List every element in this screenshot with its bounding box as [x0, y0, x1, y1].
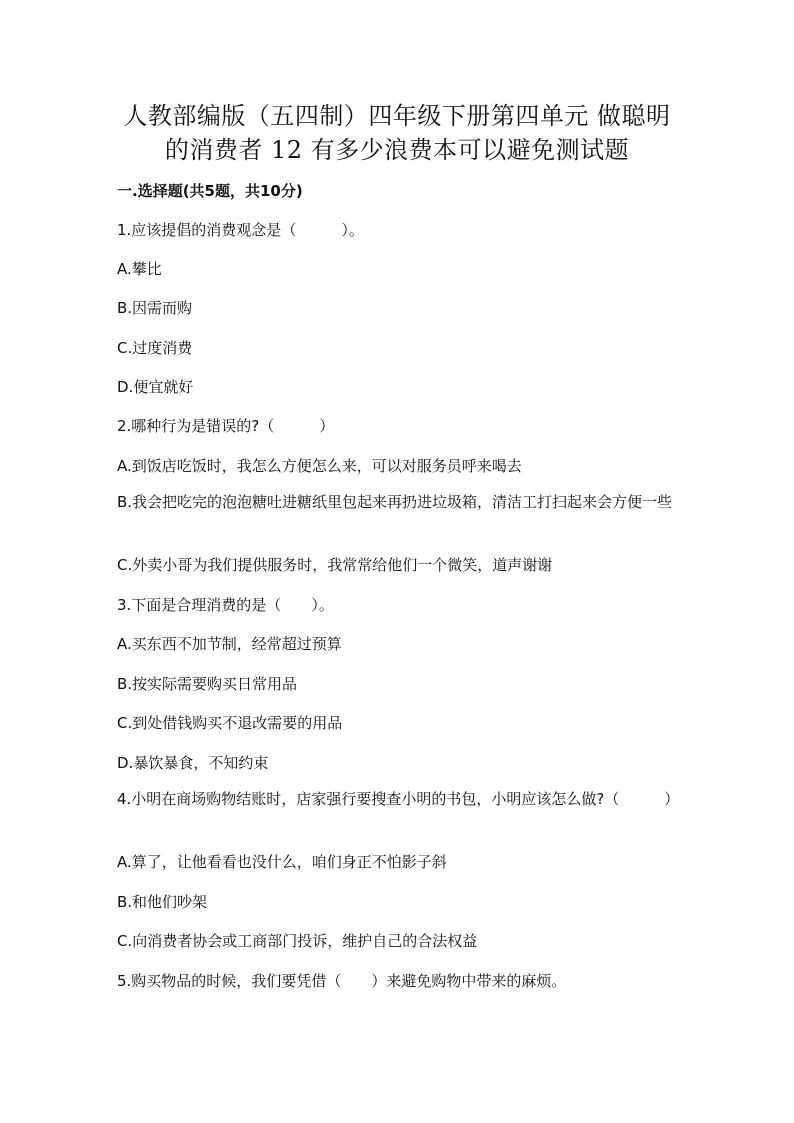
document-title-line-1: 人教部编版（五四制）四年级下册第四单元 做聪明: [123, 102, 671, 130]
question-3-stem: 3.下面是合理消费的是（ ）。: [117, 596, 334, 614]
question-1-option-c: C.过度消费: [117, 339, 193, 357]
question-3-option-c: C.到处借钱购买不退改需要的用品: [117, 714, 343, 732]
question-3-option-a: A.买东西不加节制，经常超过预算: [117, 635, 342, 653]
question-4-option-c: C.向消费者协会或工商部门投诉，维护自己的合法权益: [117, 932, 478, 950]
question-3-option-d: D.暴饮暴食，不知约束: [117, 754, 269, 772]
question-5-stem: 5.购买物品的时候，我们要凭借（ ）来避免购物中带来的麻烦。: [117, 972, 567, 990]
question-4-option-a: A.算了，让他看看也没什么，咱们身正不怕影子斜: [117, 853, 447, 871]
question-3-option-b: B.按实际需要购买日常用品: [117, 675, 298, 693]
question-2-stem: 2.哪种行为是错误的?（ ）: [117, 417, 335, 435]
question-2-option-a: A.到饭店吃饭时，我怎么方便怎么来，可以对服务员呼来喝去: [117, 457, 522, 475]
question-1-option-d: D.便宜就好: [117, 378, 194, 396]
document-title-line-2: 的消费者 12 有多少浪费本可以避免测试题: [164, 136, 630, 164]
question-4-stem: 4.小明在商场购物结账时，店家强行要搜查小明的书包，小明应该怎么做?（ ）: [117, 790, 680, 808]
section-heading: 一.选择题(共5题，共10分): [117, 182, 303, 200]
question-4-option-b: B.和他们吵架: [117, 893, 208, 911]
question-2-option-c: C.外卖小哥为我们提供服务时，我常常给他们一个微笑，道声谢谢: [117, 556, 553, 574]
question-2-option-b: B.我会把吃完的泡泡糖吐进糖纸里包起来再扔进垃圾箱，清洁工打扫起来会方便一些: [117, 493, 673, 511]
question-1-stem: 1.应该提倡的消费观念是（ ）。: [117, 221, 364, 239]
question-1-option-b: B.因需而购: [117, 299, 193, 317]
question-1-option-a: A.攀比: [117, 260, 162, 278]
